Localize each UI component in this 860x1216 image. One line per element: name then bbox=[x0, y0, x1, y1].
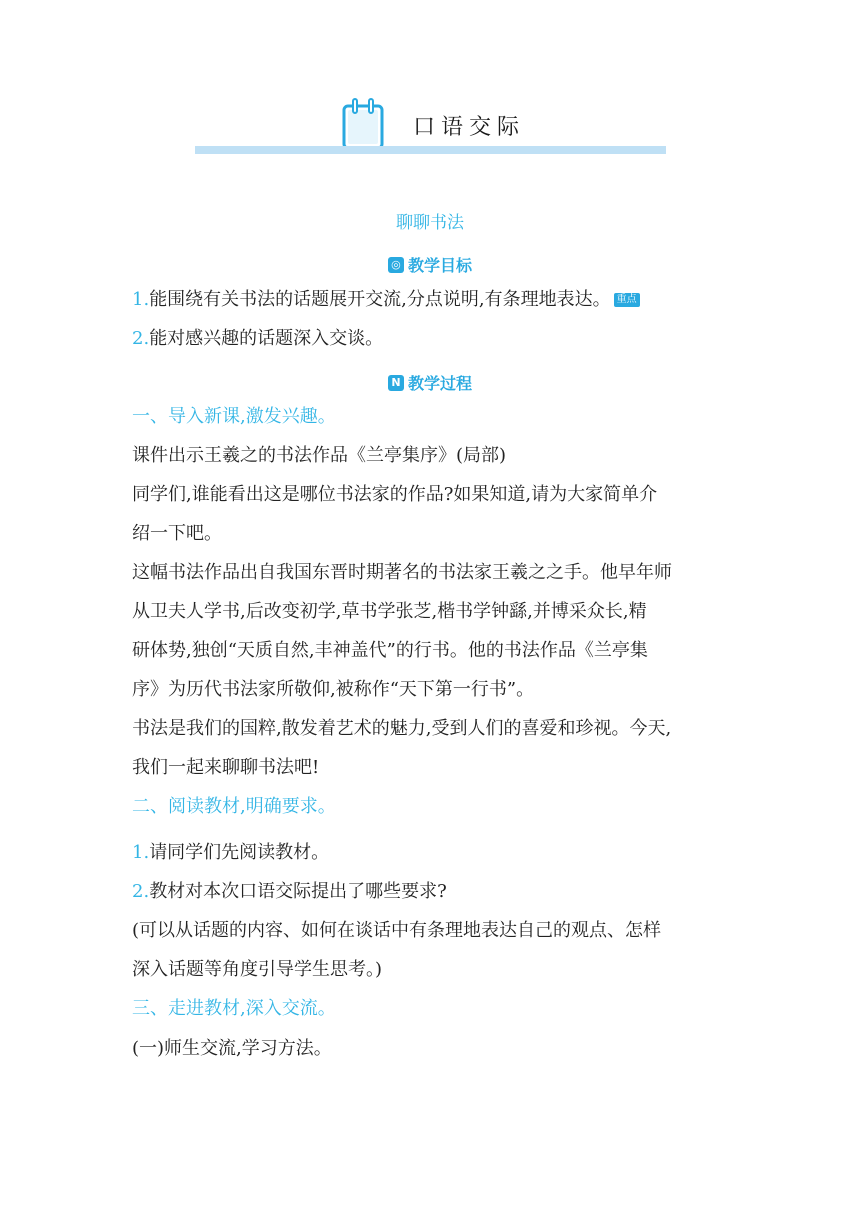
target-icon: ◎ bbox=[388, 257, 404, 273]
process-heading bbox=[0, 371, 860, 394]
paragraph-line: 书法是我们的国粹,散发着艺术的魅力,受到人们的喜爱和珍视。今天, bbox=[132, 718, 672, 739]
paragraph-line: 同学们,谁能看出这是哪位书法家的作品?如果知道,请为大家简单介 bbox=[132, 484, 658, 505]
list-text: 请同学们先阅读教材。 bbox=[149, 842, 330, 863]
goal-item-1 bbox=[132, 287, 732, 313]
goals-heading bbox=[0, 253, 860, 276]
header-underline bbox=[195, 146, 666, 154]
notebook-icon bbox=[341, 96, 387, 152]
header-banner bbox=[195, 96, 666, 156]
list-text: 教材对本次口语交际提出了哪些要求? bbox=[149, 881, 447, 902]
paragraph-line: 绍一下吧。 bbox=[132, 523, 222, 544]
process-heading-label: 教学过程 bbox=[407, 374, 472, 393]
paragraph-line: 序》为历代书法家所敬仰,被称作“天下第一行书”。 bbox=[132, 679, 535, 700]
key-point-badge: 重点 bbox=[614, 293, 640, 307]
process-icon: N bbox=[388, 375, 404, 391]
paragraph-line: 深入话题等角度引导学生思考。) bbox=[132, 959, 383, 980]
goal-text: 能对感兴趣的话题深入交谈。 bbox=[149, 328, 384, 349]
section-heading-2: 二、阅读教材,明确要求。 bbox=[132, 796, 336, 817]
paragraph-line: (一)师生交流,学习方法。 bbox=[132, 1038, 332, 1059]
goal-number: 1. bbox=[132, 289, 150, 310]
list-item bbox=[132, 879, 732, 905]
paragraph-line: 从卫夫人学书,后改变初学,草书学张芝,楷书学钟繇,并博采众长,精 bbox=[132, 601, 647, 622]
header-title: 口语交际 bbox=[413, 115, 526, 140]
paragraph-line: 我们一起来聊聊书法吧! bbox=[132, 757, 320, 778]
goal-text: 能围绕有关书法的话题展开交流,分点说明,有条理地表达。 bbox=[149, 289, 611, 310]
goals-heading-label: 教学目标 bbox=[407, 256, 472, 275]
list-number: 2. bbox=[132, 881, 150, 902]
paragraph-line: 课件出示王羲之的书法作品《兰亭集序》(局部) bbox=[132, 445, 507, 466]
goal-item-2 bbox=[132, 326, 732, 352]
paragraph-line: 这幅书法作品出自我国东晋时期著名的书法家王羲之之手。他早年师 bbox=[132, 562, 672, 583]
paragraph-line: (可以从话题的内容、如何在谈话中有条理地表达自己的观点、怎样 bbox=[132, 920, 662, 941]
paragraph-line: 研体势,独创“天质自然,丰神盖代”的行书。他的书法作品《兰亭集 bbox=[132, 640, 648, 661]
list-item bbox=[132, 840, 732, 866]
list-number: 1. bbox=[132, 842, 150, 863]
lesson-title: 聊聊书法 bbox=[396, 213, 464, 233]
goal-number: 2. bbox=[132, 328, 150, 349]
section-heading-3: 三、走进教材,深入交流。 bbox=[132, 998, 336, 1019]
section-heading-1: 一、导入新课,激发兴趣。 bbox=[132, 406, 336, 427]
